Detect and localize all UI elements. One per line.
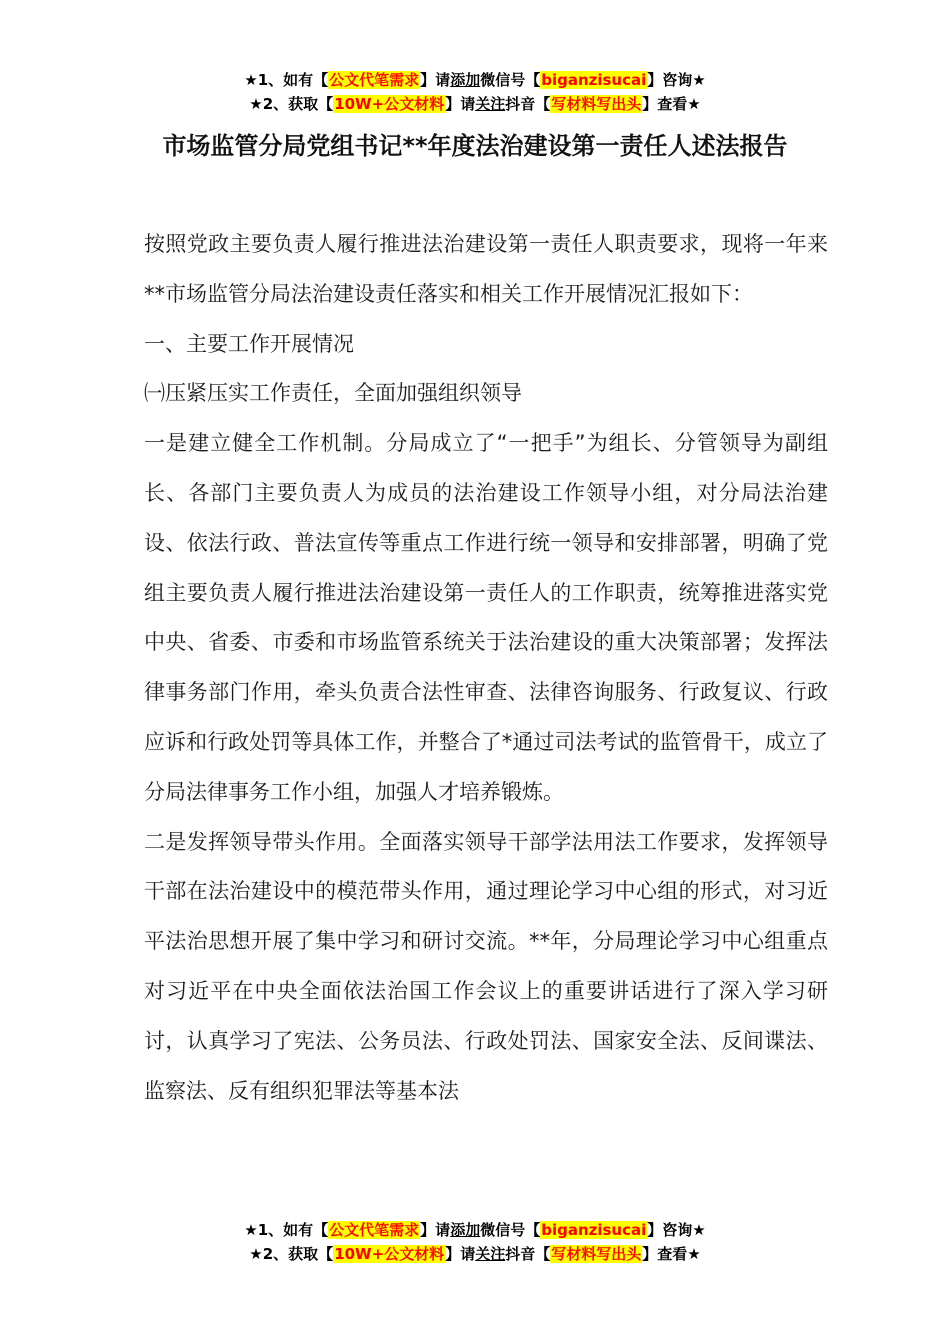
banner-highlight-douyin: 写材料写出头	[551, 1245, 642, 1263]
banner-line-2	[0, 1242, 950, 1266]
banner-text: ★1、如有【	[244, 71, 329, 89]
banner-line-1	[0, 1218, 950, 1242]
banner-text: 微信号【	[480, 71, 541, 89]
banner-highlight-service: 公文代笔需求	[329, 1221, 420, 1239]
document-title: 市场监管分局党组书记**年度法治建设第一责任人述法报告	[162, 132, 788, 160]
header-banner	[0, 68, 950, 116]
banner-text: 抖音【	[505, 1245, 551, 1263]
banner-text: ★1、如有【	[244, 1221, 329, 1239]
banner-emphasis: 添加	[450, 1221, 481, 1239]
banner-text: 】请	[445, 95, 476, 113]
banner-emphasis: 关注	[475, 95, 506, 113]
banner-text: 】咨询★	[647, 1221, 706, 1239]
banner-line-2	[0, 92, 950, 116]
banner-highlight-materials: 10W+公文材料	[334, 1245, 445, 1263]
body-paragraph: 二是发挥领导带头作用。全面落实领导干部学法用法工作要求，发挥领导干部在法治建设中的模范带头作用，通过理论学习中心组的形式，对习近平法治思想开展了集中学习和研讨交流。**年，分局理论学习中心组重点对习近平在中央全面依法治国工作会议上的重要讲话进行了深入学习研讨，认真学习了宪法、公务员法、行政处罚法、国家安全法、反间谍法、监察法、反有组织犯罪法等基本法	[144, 829, 828, 1103]
banner-text: 】请	[445, 1245, 476, 1263]
banner-text: 】查看★	[642, 1245, 701, 1263]
footer-banner	[0, 1218, 950, 1266]
document-body	[144, 220, 828, 1116]
banner-text: ★2、获取【	[249, 95, 334, 113]
banner-emphasis: 添加	[450, 71, 481, 89]
banner-highlight-wechat-id: biganzisucai	[541, 71, 647, 89]
banner-highlight-douyin: 写材料写出头	[551, 95, 642, 113]
body-paragraph: 一是建立健全工作机制。分局成立了“一把手”为组长、分管领导为副组长、各部门主要负责人为成员的法治建设工作领导小组，对分局法治建设、依法行政、普法宣传等重点工作进行统一领导和安排部署，明确了党组主要负责人履行推进法治建设第一责任人的工作职责，统筹推进落实党中央、省委、市委和市场监管系统关于法治建设的重大决策部署；发挥法律事务部门作用，牵头负责合法性审查、法律咨询服务、行政复议、行政应诉和行政处罚等具体工作，并整合了*通过司法考试的监管骨干，成立了分局法律事务工作小组，加强人才培养锻炼。	[144, 431, 828, 804]
banner-emphasis: 关注	[475, 1245, 506, 1263]
banner-highlight-wechat-id: biganzisucai	[541, 1221, 647, 1239]
banner-highlight-materials: 10W+公文材料	[334, 95, 445, 113]
banner-text: 微信号【	[480, 1221, 541, 1239]
section-heading: 一、主要工作开展情况	[144, 331, 354, 356]
banner-text: 】查看★	[642, 95, 701, 113]
subsection-heading: ㈠压紧压实工作责任，全面加强组织领导	[144, 381, 522, 406]
banner-text: ★2、获取【	[249, 1245, 334, 1263]
intro-paragraph: 按照党政主要负责人履行推进法治建设第一责任人职责要求，现将一年来**市场监管分局法治建设责任落实和相关工作开展情况汇报如下：	[144, 232, 828, 306]
banner-highlight-service: 公文代笔需求	[329, 71, 420, 89]
banner-text: 抖音【	[505, 95, 551, 113]
banner-line-1	[0, 68, 950, 92]
banner-text: 】请	[420, 71, 451, 89]
banner-text: 】请	[420, 1221, 451, 1239]
banner-text: 】咨询★	[647, 71, 706, 89]
